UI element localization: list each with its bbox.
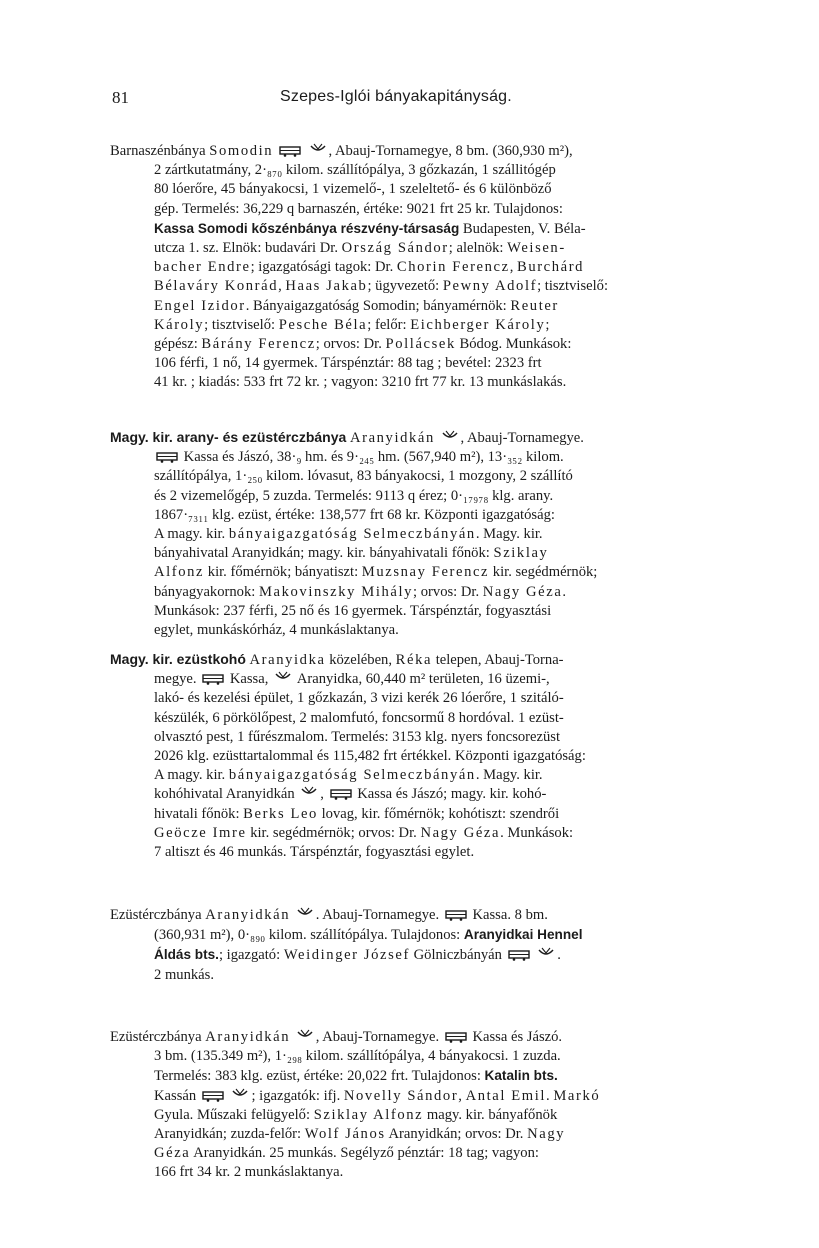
text-run: 41 kr. ; kiadás: 533 frt 72 kr. ; vagyon: 3210 frt 77 kr. 13 munkáslakás. [154,374,567,391]
text-run: (360,931 m²), 0·₈₉₀ kilom. szállítópálya. Tulajdonos: [154,927,464,944]
text-line [110,1106,728,1125]
text-line [110,805,728,824]
spaced-name: Aranyidka [249,652,326,668]
spaced-name: Pollácsek [385,336,456,353]
spaced-name: Bélaváry Konrád [154,278,279,295]
text-run: magy. kir. bányafőnök [423,1106,558,1123]
running-title: Szepes-Iglói bányakapitányság. [280,88,512,105]
text-run: 7 altiszt és 46 munkás. Társpénztár, fogyasztási egylet. [154,844,475,861]
entry-hennel-aldas-silver-mine [110,906,728,985]
spaced-name: Alfonz [154,564,205,581]
text-line [110,487,728,506]
text-line [110,373,728,392]
text-run: . [557,947,561,964]
text-run: , Abauj-Tornamegye. [460,430,584,446]
text-run: Munkások: 237 férfi, 25 nő és 16 gyermek. Társpénztár, fogyasztási [154,602,552,619]
text-run: kir. segédmérnök; [489,564,598,581]
railway-station-icon [279,145,301,157]
text-run: , [509,259,517,276]
text-run [290,907,294,923]
text-run: Kassa, [226,671,273,688]
spaced-name: Sziklay [493,545,549,562]
text-run: 3 bm. (135.349 m²), 1·₂₉₈ kilom. szállítópálya, 4 bányakocsi. 1 zuzda. [154,1048,561,1065]
text-run: . Bányaigazgatóság Somodin; bányamérnök: [245,297,511,314]
text-run: 166 frt 34 kr. 2 munkáslaktanya. [154,1164,344,1181]
text-line [110,219,728,239]
text-run: Kassa és Jászó; magy. kir. kohó- [353,786,547,803]
text-line [110,297,728,316]
text-line [110,766,728,785]
spaced-name: Nagy Géza [420,824,501,841]
post-office-icon [274,671,292,685]
company-name: Katalin bts. [484,1068,558,1084]
spaced-name: bányaigazgatóság Selmeczbányán [228,526,476,543]
text-line [110,621,728,640]
entry-aranyidka-silver-smelter [110,650,728,862]
text-run: , Abauj-Tornamegye, 8 bm. (360,930 m²), [328,143,573,159]
text-line [110,785,728,804]
text-run: . Munkások: [500,824,574,841]
railway-station-icon [330,788,352,800]
text-run: bányagyakornok: [154,583,259,600]
text-line [110,354,728,373]
text-line [110,1163,728,1182]
text-line [110,1028,728,1047]
text-run: , [278,278,286,295]
post-office-icon [441,430,459,444]
text-line [110,448,728,467]
text-run: ; alelnök: [448,240,508,257]
text-line [110,945,728,965]
text-line [110,467,728,486]
text-run: gép. Termelés: 36,229 q barnaszén, értéke: 9021 frt 25 kr. Tulajdonos: [154,200,563,217]
text-run: készülék, 6 pörkölőpest, 2 malomfutó, foncsormű 8 hordóval. 1 ezüst- [154,709,564,726]
spaced-name: Aranyidkán [349,430,435,446]
spaced-name: Reuter [510,297,559,314]
text-run: Aranyidka, 60,440 m² területen, 16 üzemi-, [294,671,550,688]
text-run: Kassa és Jászó. [468,1029,563,1045]
spaced-name: Weisen- [507,240,566,257]
text-run: . [546,1087,554,1104]
text-line [110,1125,728,1144]
text-run: ; igazgatók: ifj. [251,1087,344,1104]
spaced-name: Somodin [209,143,274,159]
railway-station-icon [156,451,178,463]
railway-station-icon [202,1090,224,1102]
text-run: ; tisztviselő: [204,316,279,333]
text-run: ; [545,316,550,333]
text-run: 2 munkás. [154,966,214,983]
spaced-name: Aranyidkán [205,1029,291,1045]
text-line [110,650,728,670]
text-run: kir. főmérnök; bányatiszt: [204,564,362,581]
railway-station-icon [202,673,224,685]
text-line [110,824,728,843]
text-run [303,143,307,159]
spaced-name: Weidinger József [283,947,410,964]
text-run [435,430,439,446]
text-run: lakó- és kezelési épület, 1 gőzkazán, 3 vizi kerék 26 lóerőre, 1 szitáló- [154,690,564,707]
text-line [110,142,728,161]
text-run: 2026 klg. ezüsttartalommal és 115,482 frt értékkel. Központi igazgatóság: [154,748,586,765]
post-office-icon [296,907,314,921]
text-line [110,239,728,258]
spaced-name: Sziklay Alfonz [313,1106,424,1123]
spaced-name: Nagy Géza [482,583,563,600]
text-line [110,200,728,219]
page-number: 81 [112,88,129,107]
text-run: ; igazgatósági tagok: Dr. [250,259,397,276]
text-line [110,277,728,296]
text-run: hivatali főnök: [154,805,244,822]
text-line [110,1066,728,1086]
spaced-name: Markó [553,1087,601,1104]
text-line [110,670,728,689]
text-line [110,258,728,277]
railway-station-icon [445,909,467,921]
text-line [110,728,728,747]
text-line [110,428,728,448]
text-run [273,143,277,159]
text-line [110,747,728,766]
text-line [110,709,728,728]
text-run: , [320,786,328,803]
text-run: kohóhivatal Aranyidkán [154,786,299,803]
text-run: bányahivatal Aranyidkán; magy. kir. bányahivatali főnök: [154,545,494,562]
text-run: . Magy. kir. [475,526,543,543]
text-run: ; ügyvezető: [367,278,443,295]
text-run: Kassán [154,1087,200,1104]
spaced-name: Muzsnay Ferencz [361,564,490,581]
company-name: Aranyidkai Hennel [463,927,583,943]
post-office-icon [309,143,327,157]
text-run: megye. [154,671,201,688]
text-run [290,1029,294,1045]
text-run: utcza 1. sz. Elnök: budavári Dr. [154,240,342,257]
spaced-name: bányaigazgatóság Selmeczbányán [228,767,476,784]
entry-heading: Magy. kir. arany- és ezüstérczbánya [110,429,347,445]
spaced-name: Engel Izidor [154,297,246,314]
spaced-name: Chorin Ferencz [396,259,510,276]
text-run [226,1088,230,1104]
text-line [110,906,728,925]
spaced-name: Eichberger Károly [410,316,546,333]
text-line [110,925,728,945]
text-run: Ezüstérczbánya [110,907,206,923]
text-run: telepen, Abauj-Torna- [432,652,564,668]
text-run: Aranyidkán. 25 munkás. Segélyző pénztár: 18 tag; vagyon: [190,1145,539,1162]
text-run: . Magy. kir. [475,767,543,784]
text-run: , [458,1087,466,1104]
text-line [110,161,728,180]
spaced-name: Bárány Ferencz [201,336,316,353]
text-line [110,1087,728,1106]
text-run: Kassa és Jászó, 38·₉ hm. és 9·₂₄₅ hm. (567,940 m²), 13·₃₅₂ kilom. [180,449,564,466]
text-line [110,525,728,544]
text-line [110,316,728,335]
spaced-name: Géza [154,1145,191,1162]
spaced-name: Réka [395,652,433,668]
text-run: A magy. kir. [154,767,229,784]
text-run [532,947,536,963]
text-run: Budapesten, V. Béla- [459,220,586,237]
spaced-name: Antal Emil [465,1087,547,1104]
text-run: ; tisztviselő: [537,278,609,295]
entry-aranyidka-gold-silver-mine [110,428,728,640]
railway-station-icon [508,949,530,961]
text-run: Gyula. Műszaki felügyelő: [154,1106,314,1123]
text-run: 2 zártkutatmány, 2·₈₇₀ kilom. szállítópálya, 3 gőzkazán, 1 szállitógép [154,162,556,179]
spaced-name: bacher Endre [154,259,251,276]
text-run: 1867·₇₃₁₁ klg. ezüst, értéke: 138,577 frt 68 kr. Központi igazgatóság: [154,506,555,523]
text-run: 106 férfi, 1 nő, 14 gyermek. Társpénztár: 88 tag ; bevétel: 2323 frt [154,355,542,372]
text-run: szállítópálya, 1·₂₅₀ kilom. lóvasut, 83 bányakocsi, 1 mozgony, 2 szállító [154,468,573,485]
page-header [112,88,722,110]
spaced-name: Pewny Adolf [442,278,538,295]
text-line [110,1047,728,1066]
text-run: ; felőr: [367,316,411,333]
spaced-name: Ország Sándor [341,240,449,257]
text-line [110,602,728,621]
text-line [110,563,728,582]
text-run: Ezüstérczbánya [110,1029,206,1045]
text-run: Kassa. 8 bm. [468,907,548,923]
text-run: gépész: [154,336,202,353]
text-run: 80 lóerőre, 45 bányakocsi, 1 vizemelő-, 1 szeleltető- és 6 különböző [154,181,552,198]
spaced-name: Geöcze Imre [154,824,247,841]
text-run: Bódog. Munkások: [455,336,572,353]
text-run: Aranyidkán; zuzda-felőr: [154,1126,305,1143]
spaced-name: Aranyidkán [205,907,291,923]
text-run: Gölniczbányán [409,947,506,964]
text-line [110,506,728,525]
text-run: Termelés: 383 klg. ezüst, értéke: 20,022 frt. Tulajdonos: [154,1068,485,1085]
text-run: lovag, kir. főmérnök; kohótiszt: szendrői [317,805,560,822]
text-run: . Abauj-Tornamegye. [315,907,443,923]
entry-heading: Magy. kir. ezüstkohó [110,651,246,667]
railway-station-icon [445,1031,467,1043]
post-office-icon [296,1029,314,1043]
text-run: Aranyidkán; orvos: Dr. [385,1126,528,1143]
post-office-icon [537,947,555,961]
text-run: olvasztó pest, 1 fűrészmalom. Termelés: 3153 klg. nyers foncsorezüst [154,728,561,745]
company-name: Kassa Somodi kőszénbánya részvény-társaság [154,220,460,236]
text-line [110,1144,728,1163]
text-line [110,843,728,862]
text-line [110,335,728,354]
text-run: közelében, [325,652,396,668]
text-run: Barnaszénbánya [110,143,210,159]
text-line [110,544,728,563]
entry-somodin-coal-mine [110,142,728,393]
text-run: ; orvos: Dr. [315,336,386,353]
text-line [110,583,728,602]
text-run: . [562,583,567,600]
text-run: A magy. kir. [154,526,229,543]
text-run: ; orvos: Dr. [413,583,483,600]
spaced-name: Haas Jakab [285,278,368,295]
entry-katalin-silver-mine [110,1028,728,1183]
text-line [110,689,728,708]
spaced-name: Pesche Béla [278,316,368,333]
spaced-name: Károly [154,316,205,333]
post-office-icon [231,1088,249,1102]
text-run: és 2 vizemelőgép, 5 zuzda. Termelés: 9113 q érez; 0·₁₇₉₇₈ klg. arany. [154,487,554,504]
spaced-name: Burchárd [516,259,585,276]
company-name: Áldás bts. [154,947,219,963]
spaced-name: Novelly Sándor [343,1087,459,1104]
text-line [110,180,728,199]
text-line [110,966,728,985]
post-office-icon [300,786,318,800]
text-run: egylet, munkáskórház, 4 munkáslaktanya. [154,622,399,639]
text-run: kir. segédmérnök; orvos: Dr. [246,824,421,841]
spaced-name: Wolf János [304,1126,386,1143]
spaced-name: Nagy [527,1126,566,1143]
spaced-name: Berks Leo [243,805,318,822]
spaced-name: Makovinszky Mihály [258,583,414,600]
text-run: , Abauj-Tornamegye. [315,1029,443,1045]
text-run: ; igazgató: [218,947,284,964]
